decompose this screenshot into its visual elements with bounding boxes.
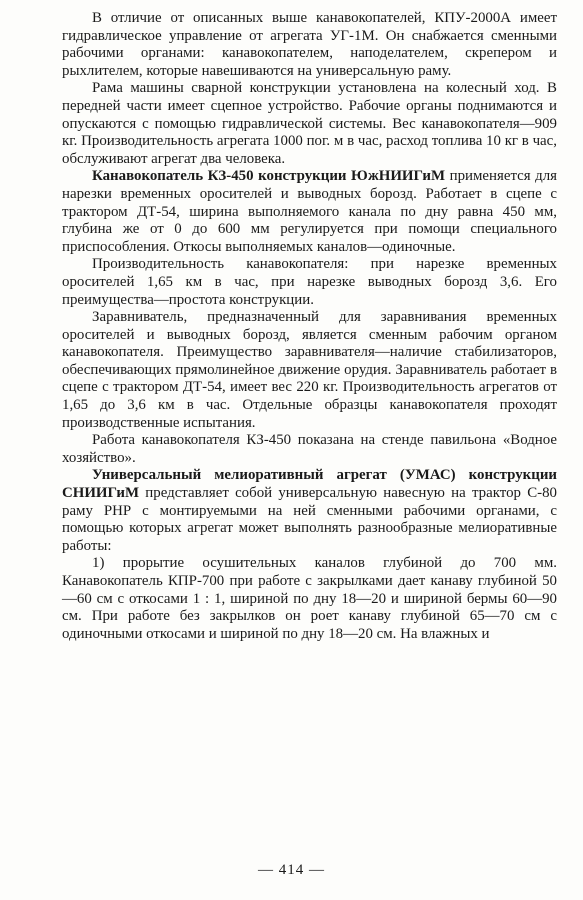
paragraph-text: Производительность канавокопателя: при нарезке временных оросителей 1,65 км в час, при нарезке выводных борозд 3,6. Его преимущества—простота конструкции. bbox=[62, 256, 557, 308]
paragraph-lead-bold: Универсальный мелиоративный агрегат (УМАС) конструкции СНИИГиМ bbox=[62, 467, 557, 502]
paragraph-text: Рама машины сварной конструкции установлена на колесный ход. В передней части имеет сцепное устройство. Рабочие органы поднимаются и опускаются с помощью гидравлической системы. Вес канавокопателя—909 кг. Производительность агрегата 1000 пог. м в час, расход топлива 10 кг в час, обслуживают агрегат два человека. bbox=[62, 80, 557, 167]
paragraph-text: 1) прорытие осушительных каналов глубиной до 700 мм. Канавокопатель КПР-700 при работе с закрылками дает канаву глубиной 50—60 см с откосами 1 : 1, шириной по дну 18—20 и шириной бермы 60—90 см. При работе без закрылков он роет канаву глубиной 65—70 см с одиночными откосами и шириной по дну 18—20 см. На влажных и bbox=[62, 555, 557, 642]
paragraph-text: Заравниватель, предназначенный для заравнивания временных оросителей и выводных борозд, является сменным рабочим органом канавокопателя. Преимущество заравнивателя—наличие стабилизаторов, обеспечивающих прямолинейное движение орудия. Заравниватель работает в сцепе с трактором ДТ-54, имеет вес 220 кг. Производительность агрегатов от 1,65 до 3,6 км в час. Отдельные образцы канавокопателя проходят производственные испытания. bbox=[62, 309, 557, 431]
paragraph-exhibit bbox=[62, 432, 557, 467]
paragraph-text: В отличие от описанных выше канавокопателей, КПУ-2000А имеет гидравлическое управление от агрегата УГ-1М. Он снабжается сменными рабочими органами: канавокопателем, наподелателем, скрепером и рыхлителем, которые навешиваются на универсальную раму. bbox=[62, 10, 557, 79]
paragraph-text: представляет собой универсальную навесную на трактор С-80 раму РНР с монтируемыми на ней сменными рабочими органами, с помощью которых агрегат может выполнять разнообразные мелиоративные работы: bbox=[62, 485, 557, 554]
paragraph-frame bbox=[62, 80, 557, 168]
paragraph-text: Работа канавокопателя КЗ-450 показана на стенде павильона «Водное хозяйство». bbox=[62, 432, 557, 466]
paragraph-leveler bbox=[62, 309, 557, 432]
paragraph-lead-bold: Канавокопатель КЗ-450 конструкции ЮжНИИГиМ bbox=[92, 168, 446, 185]
page-number: — 414 — bbox=[258, 862, 325, 878]
paragraph-text: применяется для нарезки временных оросителей и выводных борозд. Работает в сцепе с трактором ДТ-54, ширина выполняемого канала по дну равна 450 мм, глубина же от 0 до 600 мм регулируется при помощи специального приспособления. Откосы выполняемых каналов—одиночные. bbox=[62, 168, 557, 255]
paragraph-kpu-2000a bbox=[62, 10, 557, 80]
paragraph-umas bbox=[62, 467, 557, 555]
paragraph-kz-450 bbox=[62, 168, 557, 256]
paragraph-list-item-1 bbox=[62, 555, 557, 643]
paragraph-productivity bbox=[62, 256, 557, 309]
